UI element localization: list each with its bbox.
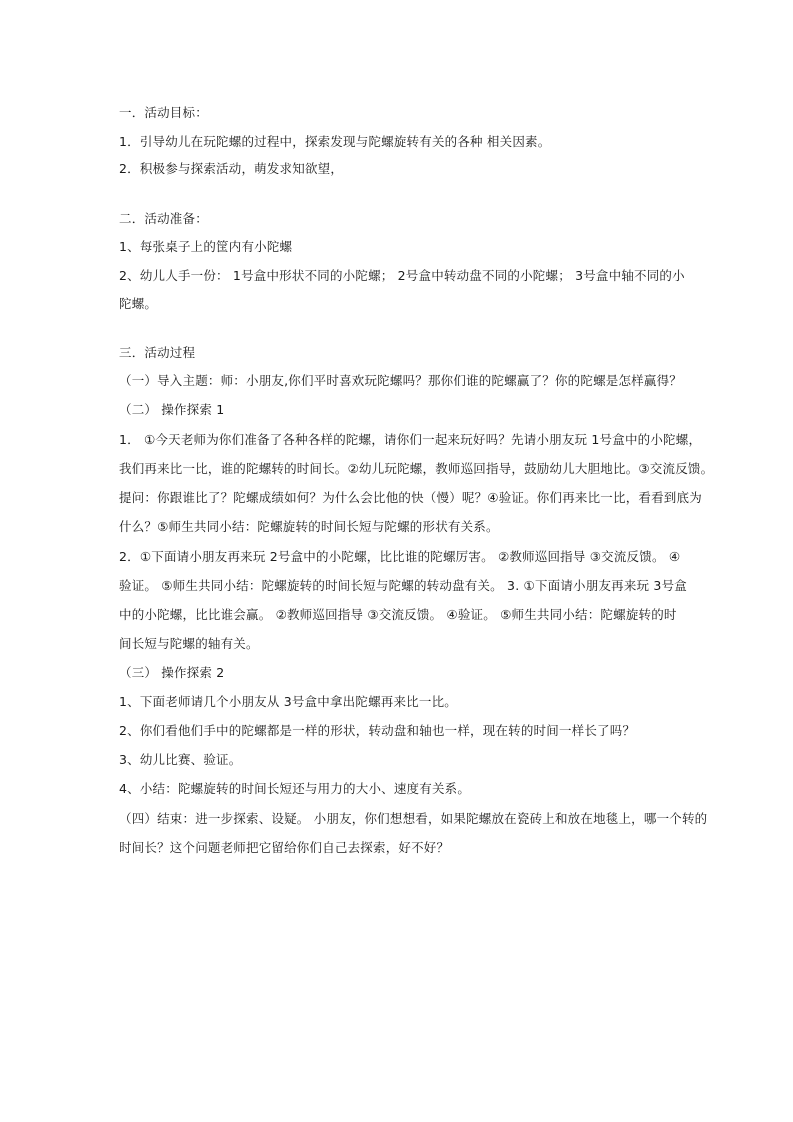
goal-item-1: 1．引导幼儿在玩陀螺的过程中，探索发现与陀螺旋转有关的各种 相关因素。	[119, 134, 551, 149]
explore-2-item-4: 4、小结：陀螺旋转的时间长短还与用力的大小、速度有关系。	[119, 781, 471, 796]
paragraph-line: 验证。 ⑤师生共同小结：陀螺旋转的时间长短与陀螺的转动盘有关。 3. ①下面请小朋友再来玩 3号盒	[119, 578, 687, 593]
subheading-explore-1: （二） 操作探索 1	[119, 402, 225, 417]
prep-item-2: 2、幼儿人手一份： 1号盒中形状不同的小陀螺； 2号盒中转动盘不同的小陀螺； 3号盒中轴不同的小	[119, 268, 685, 283]
conclusion-line: 时间长？这个问题老师把它留给你们自己去探索，好不好？	[119, 840, 450, 855]
subheading-explore-2: （三） 操作探索 2	[119, 665, 225, 680]
paragraph-line: 间长短与陀螺的轴有关。	[119, 636, 259, 651]
prep-item-2-cont: 陀螺。	[119, 296, 158, 311]
prep-item-1: 1、每张桌子上的筐内有小陀螺	[119, 239, 293, 254]
paragraph-line: 2．①下面请小朋友再来玩 2号盒中的小陀螺，比比谁的陀螺厉害。 ②教师巡回指导 ③交流反馈。 ④	[119, 549, 681, 564]
paragraph-line: 1． ①今天老师为你们准备了各种各样的陀螺，请你们一起来玩好吗？先请小朋友玩 1号盒中的小陀螺，	[119, 432, 702, 447]
heading-preparation: 二．活动准备：	[119, 211, 208, 226]
paragraph-line: 中的小陀螺，比比谁会赢。 ②教师巡回指导 ③交流反馈。 ④验证。 ⑤师生共同小结：陀螺旋转的时	[119, 607, 677, 622]
explore-2-item-1: 1、下面老师请几个小朋友从 3号盒中拿出陀螺再来比一比。	[119, 694, 457, 709]
heading-goals: 一．活动目标：	[119, 105, 208, 120]
paragraph-line: 我们再来比一比，谁的陀螺转的时间长。②幼儿玩陀螺，教师巡回指导，鼓励幼儿大胆地比。③交流反馈。	[119, 461, 714, 476]
heading-process: 三．活动过程	[119, 345, 196, 360]
paragraph-line: 提问：你跟谁比了？陀螺成绩如何？为什么会比他的快（慢）呢？④验证。你们再来比一比，看看到底为	[119, 490, 702, 505]
explore-2-item-3: 3、幼儿比赛、验证。	[119, 752, 242, 767]
paragraph-line: 什么？⑤师生共同小结：陀螺旋转的时间长短与陀螺的形状有关系。	[119, 519, 499, 534]
explore-2-item-2: 2、你们看他们手中的陀螺都是一样的形状，转动盘和轴也一样，现在转的时间一样长了吗？	[119, 723, 636, 738]
process-intro: （一）导入主题：师：小朋友,你们平时喜欢玩陀螺吗？那你们谁的陀螺赢了？你的陀螺是怎样赢得？	[119, 373, 682, 388]
conclusion-line: （四）结束：进一步探索、设疑。 小朋友，你们想想看，如果陀螺放在瓷砖上和放在地毯上，哪一个转的	[119, 811, 708, 826]
goal-item-2: 2．积极参与探索活动，萌发求知欲望，	[119, 161, 344, 176]
